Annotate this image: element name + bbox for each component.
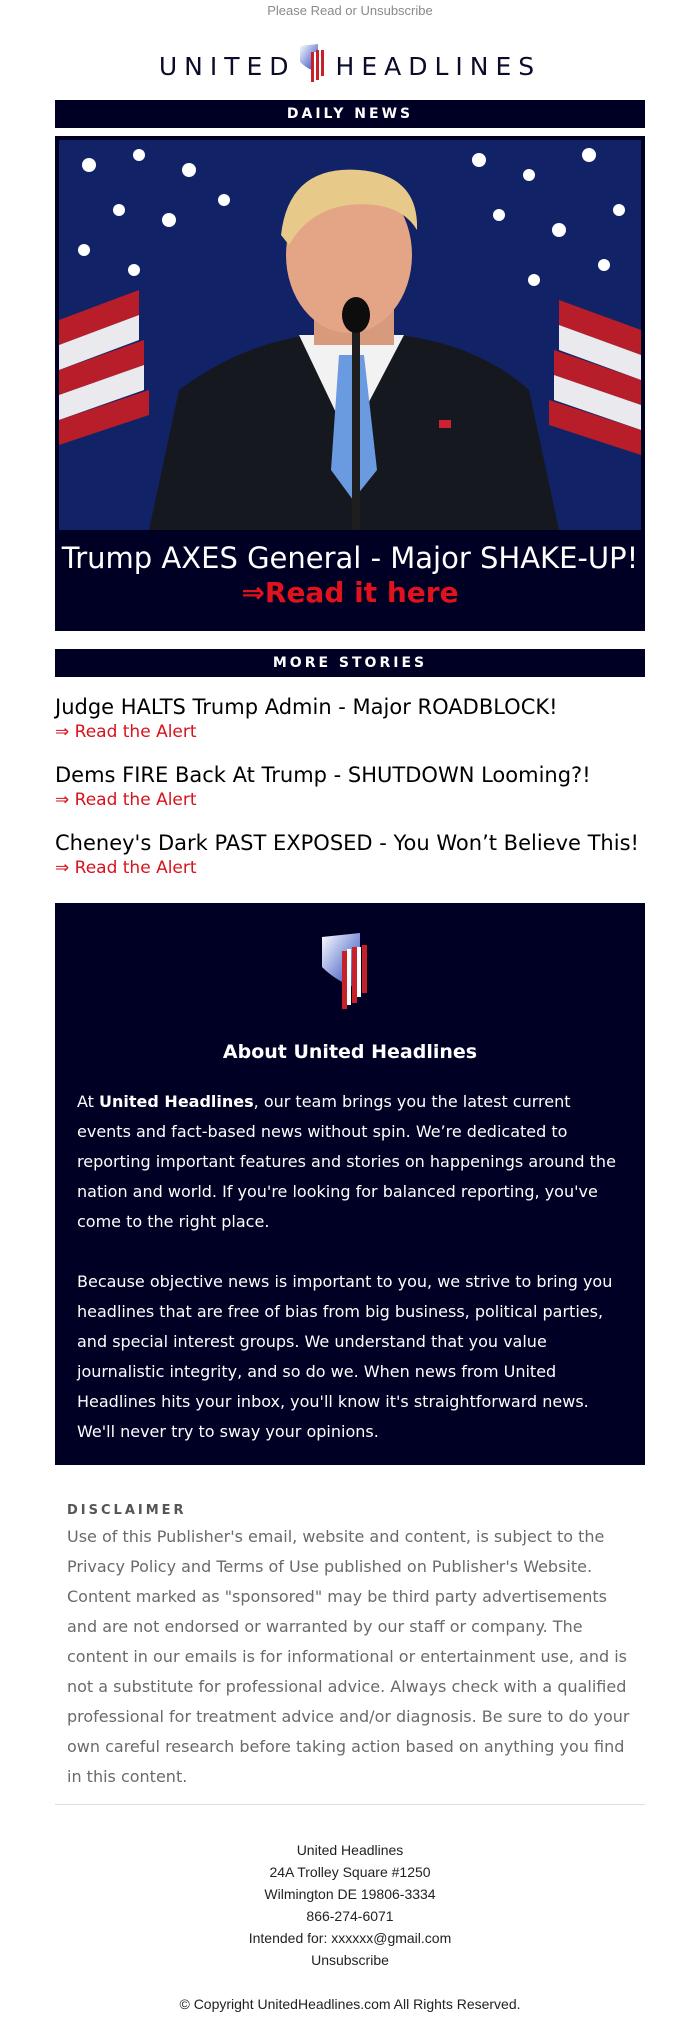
disclaimer-text: Use of this Publisher's email, website and content, is subject to the Privacy Policy and Terms of Use published on Publisher's Website. Content marked as "sponsored" may be third party advertisements and are not endorsed or warranted by our staff or company. The content in our emails is for informational or entertainment use, and is not a substitute for professional advice. Always check with a qualified professional for treatment advice and/or diagnosis. Be sure to do your own careful research before taking action based on anything you find in this content. [67, 1527, 630, 1786]
shield-flag-icon [55, 931, 645, 1015]
story-item [55, 761, 655, 811]
footer-address [0, 1839, 700, 1971]
preheader-link[interactable]: Please Read or Unsubscribe [267, 3, 433, 18]
hero-title[interactable]: Trump AXES General - Major SHAKE-UP! [61, 541, 639, 575]
footer-intended: Intended for: xxxxxx@gmail.com [248, 1930, 452, 1946]
footer-unsubscribe-link[interactable]: Unsubscribe [311, 1952, 389, 1968]
brand-logo[interactable] [0, 42, 700, 90]
preheader [0, 0, 700, 21]
about-heading: About United Headlines [222, 1041, 478, 1063]
story-title[interactable]: Judge HALTS Trump Admin - Major ROADBLOCK! [55, 695, 558, 719]
hero-read-link[interactable]: ⇒Read it here [241, 576, 459, 609]
story-read-link[interactable]: ⇒ Read the Alert [55, 722, 197, 742]
hero-card[interactable] [55, 136, 645, 631]
story-title[interactable]: Cheney's Dark PAST EXPOSED - You Won’t Believe This! [55, 831, 639, 855]
story-title[interactable]: Dems FIRE Back At Trump - SHUTDOWN Looming?! [55, 763, 591, 787]
about-p1-bold: United Headlines [99, 1092, 254, 1111]
about-paragraph-1 [55, 1087, 645, 1237]
footer-phone: 866-274-6071 [306, 1908, 394, 1924]
brand-right: HEADLINES [335, 51, 542, 81]
brand-left: UNITED [158, 51, 296, 81]
about-p1-prefix: At [77, 1092, 100, 1111]
section-bar-more: MORE STORIES [55, 649, 645, 677]
footer-company: United Headlines [296, 1842, 404, 1858]
footer-address-line-2: Wilmington DE 19806-3334 [264, 1886, 436, 1902]
divider [55, 1804, 645, 1805]
disclaimer-heading: DISCLAIMER [67, 1503, 187, 1518]
about-p1-rest: , our team brings you the latest current events and fact-based news without spin. We’re dedicated to reporting important features and stories on happenings around the nation and world. If you're looking for balanced reporting, you've come to the right place. [77, 1092, 616, 1231]
shield-flag-icon [298, 42, 328, 90]
about-section [55, 903, 645, 1465]
story-read-link[interactable]: ⇒ Read the Alert [55, 858, 197, 878]
story-read-link[interactable]: ⇒ Read the Alert [55, 790, 197, 810]
section-bar-daily: DAILY NEWS [55, 100, 645, 128]
story-item [55, 829, 655, 879]
hero-image[interactable] [59, 140, 641, 530]
footer-copyright: © Copyright UnitedHeadlines.com All Rights Reserved. [179, 1996, 521, 2012]
story-item [55, 693, 655, 743]
footer-address-line-1: 24A Trolley Square #1250 [269, 1864, 431, 1880]
about-paragraph-2: Because objective news is important to you, we strive to bring you headlines that are free of bias from big business, political parties, and special interest groups. We understand that you value journalistic integrity, and so do we. When news from United Headlines hits your inbox, you'll know it's straightforward news. We'll never try to sway your opinions. [77, 1272, 613, 1441]
